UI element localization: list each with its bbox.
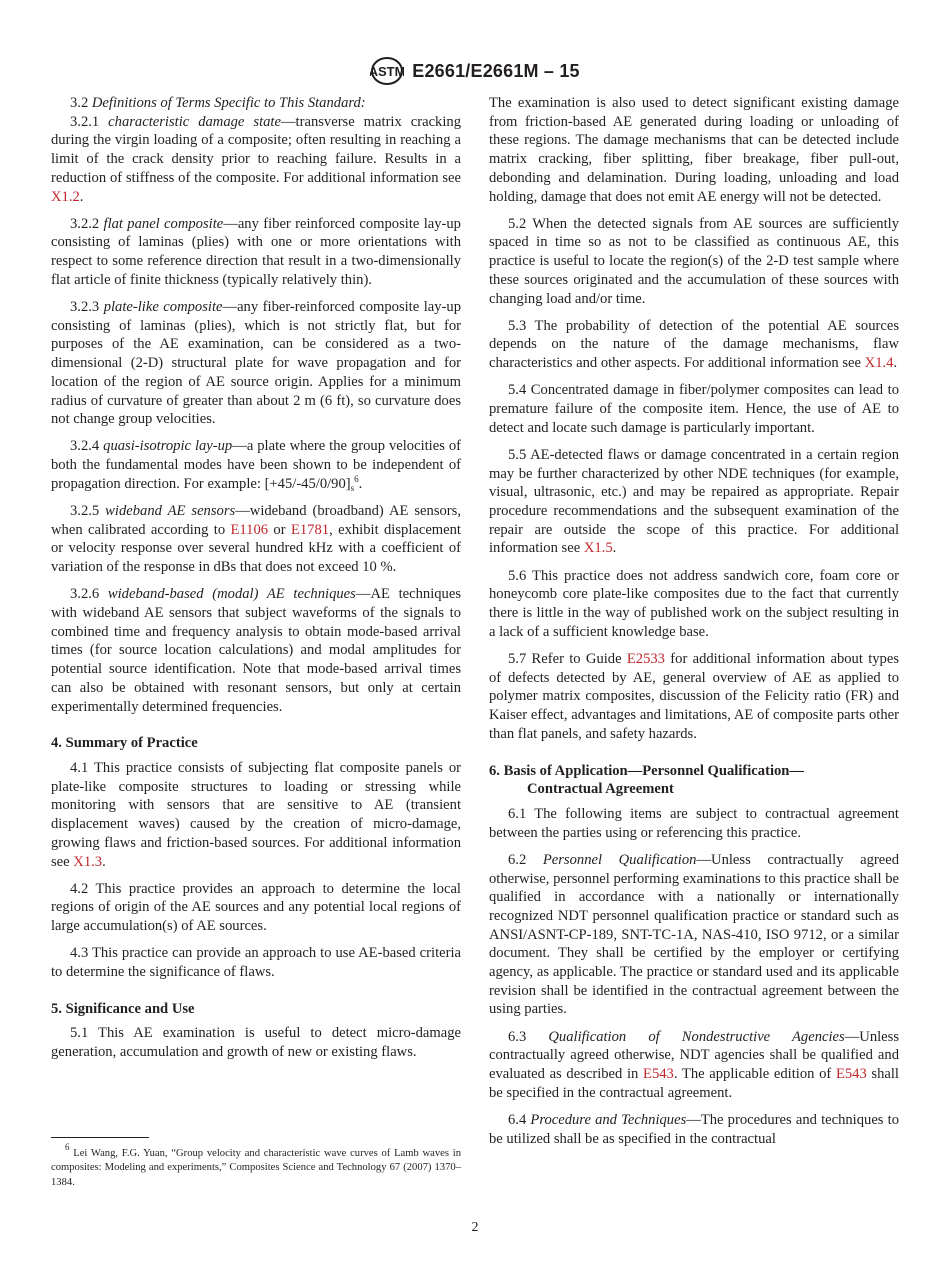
footnote-ref-6[interactable]: 6	[354, 473, 359, 484]
section-3-2-6: 3.2.6 wideband-based (modal) AE techniques—AE techniques with wideband AE sensors that subject waveforms of the signals to combined time and frequency analysis to obtain mode-based arrival times (for source location calculations) and modal amplitudes for potential source identification. Note that mode-based arrival times can also be obtained with resonant sensors, but only at certain experimentally determined frequencies.	[51, 586, 462, 715]
left-column	[51, 94, 461, 1070]
section-6-4: 6.4 Procedure and Techniques—The procedures and techniques to be utilized shall be as specified in the contractual	[489, 1111, 899, 1147]
section-3-2-1: 3.2.1 characteristic damage state—transverse matrix cracking during the virgin loading of a composite; often resulting in reaching a limit of the crack density prior to reaching failure. Results in a reduction of stiffness of the composite. For additional information see X1.2.	[51, 113, 461, 205]
section-5-3: 5.3 The probability of detection of the potential AE sources depends on the nature of the damage mechanisms, flaw characteristics and other aspects. For additional information see X1.4.	[489, 317, 899, 372]
heading-section-4: 4. Summary of Practice	[51, 735, 198, 752]
link-e1106[interactable]: E1106	[230, 521, 269, 538]
link-x1-4[interactable]: X1.4	[864, 355, 894, 372]
astm-logo-icon	[370, 56, 404, 86]
section-3-2-4: 3.2.4 quasi-isotropic lay-up—a plate where the group velocities of both the fundamental modes have been shown to be independent of propagation direction. For example: $[+45/-45/0/90]_s^6$.	[51, 438, 462, 493]
link-x1-5[interactable]: X1.5	[583, 540, 613, 557]
footnote-6: $^6$ Lei Wang, F.G. Yuan, “Group velocity and characteristic wave curves of Lamb waves in composites: Modeling and experiments,” Composites Science and Technology 67 (2007) 1370–1384.	[51, 1142, 461, 1188]
document-id: E2661/E2661M – 15	[412, 60, 580, 81]
section-4-2: 4.2 This practice provides an approach to determine the local regions of origin of the AE sources and any potential local regions of large accumulation(s) of AE sources.	[51, 880, 461, 935]
section-3-2-2: 3.2.2 flat panel composite—any fiber reinforced composite lay-up consisting of laminas (plies) with one or more orientations with respect to some reference direction that result in a two-dimensionally flat article of finite thickness (typically relatively thin).	[51, 215, 461, 288]
section-5-6: 5.6 This practice does not address sandwich core, foam core or honeycomb core plate-like composites due to the fact that currently there is little in the way of published work on the subject resulting in a lack of a sufficient knowledge base.	[489, 567, 899, 640]
section-3-2-5: 3.2.5 wideband AE sensors—wideband (broadband) AE sensors, when calibrated according to E1106 or E1781, exhibit displacement or velocity response over several hundred kHz with a coefficient of variation of the response in dBs that does not exceed 10 %.	[51, 503, 461, 576]
page-header	[0, 56, 950, 91]
link-x1-2[interactable]: X1.2	[51, 188, 80, 205]
page-number: 2	[471, 1220, 479, 1235]
heading-section-5: 5. Significance and Use	[51, 1000, 195, 1017]
section-3-2-3: 3.2.3 plate-like composite—any fiber-reinforced composite lay-up consisting of laminas (plies), which is not strictly flat, but for purposes of the AE examination, can be considered as a two-dimensional (2-D) structural plate for wave propagation and for location of the region of AE source origin. Applies for a minimum radius of curvature of greater than about 2 m (6 ft), so curvature does not change group velocities.	[51, 299, 461, 428]
section-5-4: 5.4 Concentrated damage in fiber/polymer composites can lead to premature failure of the composite item. Hence, the use of AE to detect and locate such damage is particularly important.	[489, 382, 899, 436]
section-6-1: 6.1 The following items are subject to contractual agreement between the parties using or referencing this practice.	[489, 805, 899, 841]
section-6-2: 6.2 Personnel Qualification—Unless contractually agreed otherwise, personnel performing examinations to this practice shall be qualified in accordance with a nationally or internationally recognized NDT personnel qualification practice or standard such as ANSI/ASNT-CP-189, SNT-TC-1A, NAS-410, ISO 9712, or a similar document. They shall be certified by the employer or certifying agency, as applicable. The practice or standard used and its applicable revision shall be identified in the contractual agreement between the using parties.	[489, 851, 899, 1018]
section-5-1: 5.1 This AE examination is useful to detect micro-damage generation, accumulation and growth of new or existing flaws.	[51, 1025, 461, 1061]
section-5-7: 5.7 Refer to Guide E2533 for additional information about types of defects detected by AE, general overview of AE as applied to polymer matrix composites, discussion of the Felicity ratio (FR) and Kaiser effect, advantages and limitations, AE of composite parts other than flat panels, and safety hazards.	[489, 650, 899, 742]
section-5-5: 5.5 AE-detected flaws or damage concentrated in a certain region may be further characterized by other NDE techniques (for example, visual, ultrasonic, etc.) and may be repaired as appropriate. Repair procedure recommendations and the subsequent examination of the repair are outside the scope of this practice. For additional information see X1.5.	[489, 446, 899, 557]
section-4-3: 4.3 This practice can provide an approach to use AE-based criteria to determine the significance of flaws.	[51, 945, 461, 981]
svg-text:ASTM: ASTM	[370, 64, 405, 79]
section-5-2: 5.2 When the detected signals from AE sources are sufficiently spaced in time so as not to be classified as continuous AE, this practice is useful to locate the region(s) of the 2-D test sample where these sources originated and the accumulation of these sources with changing load and/or time.	[489, 215, 899, 307]
link-e1781[interactable]: E1781	[290, 521, 330, 538]
link-x1-3[interactable]: X1.3	[73, 853, 103, 870]
right-column	[489, 94, 899, 1157]
heading-section-6: 6. Basis of Application—Personnel Qualification— Contractual Agreement	[489, 762, 805, 798]
section-3-2: 3.2 Definitions of Terms Specific to This Standard:	[70, 95, 366, 111]
section-6-3: 6.3 Qualification of Nondestructive Agencies—Unless contractually agreed otherwise, NDT agencies shall be qualified and evaluated as described in E543. The applicable edition of E543 shall be specified in the contractual agreement.	[489, 1028, 900, 1101]
section-5-1-continued: The examination is also used to detect significant existing damage from friction-based AE generated during loading or unloading of these regions. The damage mechanisms that can be detected include matrix cracking, fiber splitting, fiber breakage, fiber pull-out, debonding and delamination. During loading, unloading and load holding, damage that does not emit AE energy will not be detected.	[489, 95, 899, 205]
section-4-1: 4.1 This practice consists of subjecting flat composite panels or plate-like composite structures to loading or stressing while monitoring with sensors that are sensitive to AE (transient displacement waves) caused by the creation of micro-damage, growing flaws and friction-based sources. For additional information see X1.3.	[51, 760, 461, 870]
footnote-divider	[51, 1137, 149, 1138]
link-e543[interactable]: E543	[643, 1066, 674, 1083]
link-e2533[interactable]: E2533	[626, 650, 665, 667]
link-e543-second[interactable]: E543	[835, 1066, 867, 1083]
